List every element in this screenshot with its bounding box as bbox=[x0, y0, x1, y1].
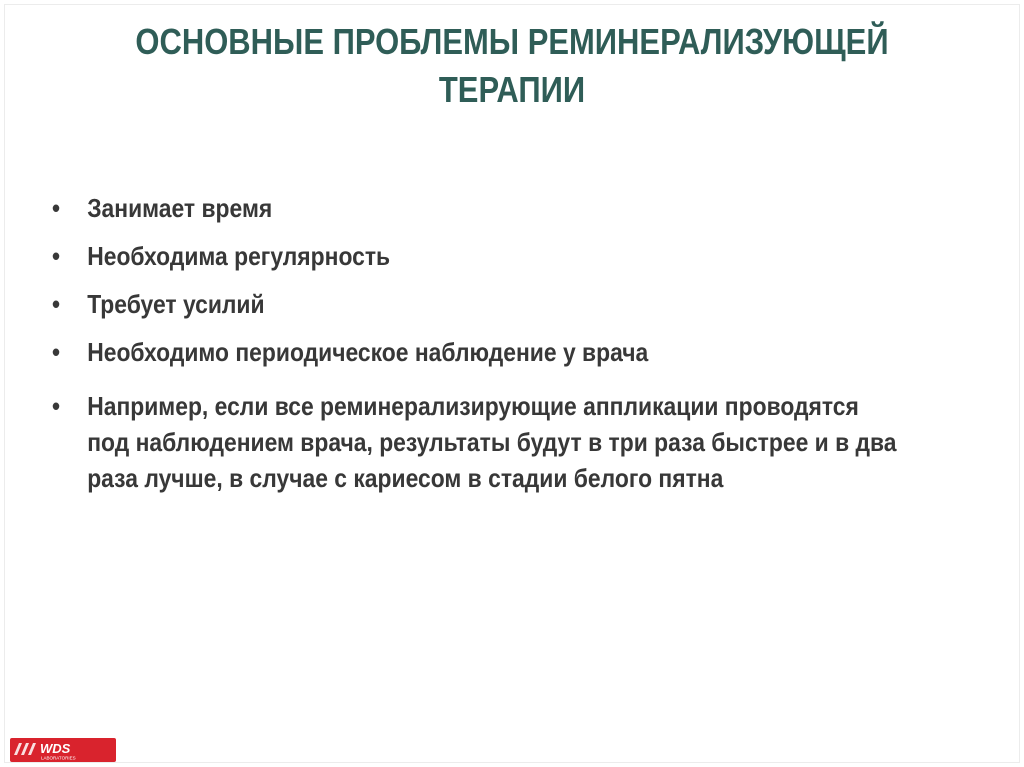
bullet-list bbox=[52, 190, 972, 508]
logo-text: WDS bbox=[40, 741, 71, 756]
slide-title bbox=[60, 18, 964, 114]
bullet-dot: • bbox=[52, 391, 61, 421]
title-line-1: ОСНОВНЫЕ ПРОБЛЕМЫ РЕМИНЕРАЛИЗУЮЩЕЙ bbox=[135, 21, 889, 62]
bullet-text: Необходима регулярность bbox=[87, 241, 391, 271]
bullet-item bbox=[52, 388, 950, 496]
bullet-dot: • bbox=[52, 337, 61, 367]
bullet-item bbox=[52, 190, 967, 226]
bullet-text: Необходимо периодическое наблюдение у врача bbox=[87, 337, 649, 367]
bullet-dot: • bbox=[52, 241, 61, 271]
bullet-item bbox=[52, 334, 967, 370]
title-line-2: ТЕРАПИИ bbox=[438, 69, 586, 110]
logo-subtext: LABORATORIES bbox=[41, 755, 76, 761]
bullet-dot: • bbox=[52, 193, 61, 223]
wds-logo bbox=[10, 738, 116, 762]
bullet-dot: • bbox=[52, 289, 61, 319]
bullet-item bbox=[52, 286, 967, 322]
bullet-text: Например, если все реминерализирующие аппликации проводятся под наблюдением врача, результаты будут в три раза быстрее и в два раза лучше, в случае с кариесом в стадии белого пятна bbox=[87, 391, 897, 493]
bullet-item bbox=[52, 238, 967, 274]
bullet-text: Занимает время bbox=[87, 193, 273, 223]
bullet-text: Требует усилий bbox=[87, 289, 265, 319]
